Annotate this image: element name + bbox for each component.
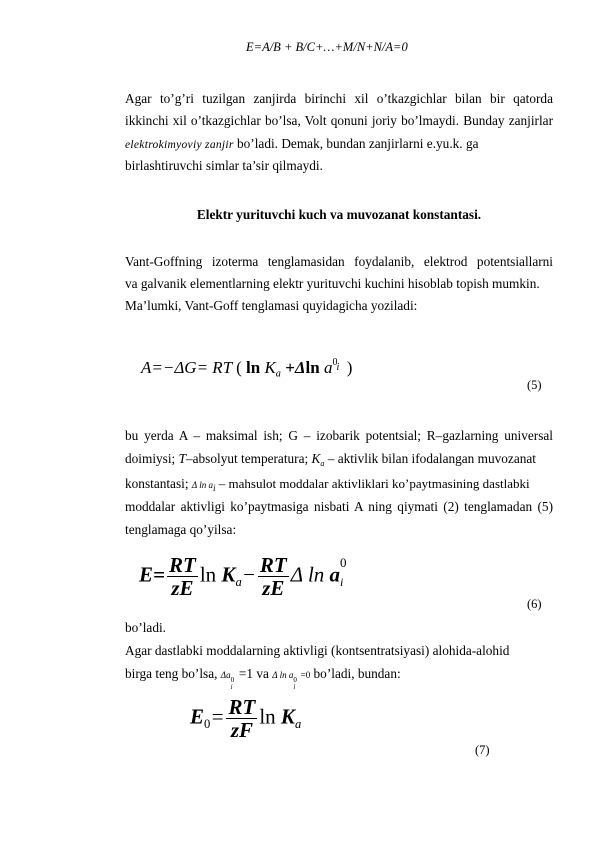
eq5-sup0: 0: [332, 357, 338, 368]
eq5-paren-open: (: [236, 358, 242, 377]
para4-l3-math1: Δa: [220, 670, 231, 680]
eq6-den2: zE: [262, 576, 285, 601]
para3-l3-math: Δ ln a: [191, 480, 213, 490]
para2-line1: Vant-Goffning izoterma tenglamasidan foydalanib, elektrod potentsiallarni: [125, 254, 553, 269]
eq5-number: (5): [527, 378, 542, 392]
para3-l2-K-sub: a: [320, 458, 325, 468]
eq5-ln2: ln: [305, 358, 320, 377]
eq7-K: K: [280, 704, 295, 729]
eq5-plus-delta: +Δ: [285, 358, 306, 377]
eq7-E: E: [190, 704, 205, 729]
para1-line4: birlashtiruvchi simlar ta’sir qilmaydi.: [125, 158, 323, 173]
para4-l3-math2-rest: =0: [298, 670, 311, 680]
eq7-den: zF: [230, 718, 253, 743]
para4-l3-a: birga teng bo’lsa,: [125, 666, 221, 681]
para2-line2: va galvanik elementlarning elektr yurituvchi kuchini hisoblab topish mumkin.: [125, 276, 540, 291]
para4-l3-math1-sub: i: [230, 683, 233, 691]
section-heading: Elektr yurituvchi kuch va muvozanat konstantasi.: [196, 207, 482, 222]
para1-line3: [125, 133, 553, 156]
para3-l2-K: K: [311, 451, 321, 466]
para4-l3-math2: Δ ln a: [272, 670, 294, 680]
para4-l3-c: bo’ladi, bundan:: [310, 666, 401, 681]
para4-l3-math2-sup: 0: [293, 676, 297, 684]
eq6-num2: RT: [259, 553, 287, 577]
para3-l3-a: konstantasi;: [125, 476, 192, 491]
eq7-frac: [226, 696, 257, 741]
para3-l3-b: – mahsulot moddalar aktivliklari ko’paytmasining dastlabki: [215, 476, 530, 491]
para3-line1: [125, 425, 553, 447]
eq6-a: a: [329, 562, 341, 587]
eq5-a: a: [323, 358, 333, 377]
eq5-K: K: [264, 358, 276, 377]
para4-l3-math1-sup: 0: [230, 676, 235, 684]
para4-line3: [125, 663, 553, 691]
para1-line1: Agar to’g’ri tuzilgan zanjirda birinchi xil o’tkazgichlar bilan bir qatorda: [125, 91, 553, 106]
eq7-ln: ln: [259, 704, 276, 729]
eq7-K-sub: a: [294, 716, 302, 731]
top-formula: E=A/B + B/C+…+M/N+N/A=0: [246, 40, 408, 54]
para3-line4: moddalar aktivligi ko’paytmasiga nisbati A ning qiymati (2) tenglamadan (5): [125, 499, 553, 514]
eq6-sup0: 0: [340, 555, 347, 571]
eq7-number: (7): [475, 743, 490, 757]
para4-l3-math2-sub: i: [293, 683, 296, 691]
para1-line3-rest: bo’ladi. Demak, bundan zanjirlarni e.yu.k. ga: [233, 136, 479, 151]
eq6-minus: −: [241, 562, 256, 587]
eq6-frac2: [258, 554, 289, 599]
para3-l3-math-sub: i: [212, 483, 216, 494]
eq7-eq: =: [210, 704, 225, 729]
eq6-E: E: [139, 562, 154, 587]
para3-line5: tenglamaga qo’yilsa:: [125, 522, 237, 537]
para4-l3-b: =1 va: [235, 666, 273, 681]
para3-l2-a: doimiysi;: [125, 451, 179, 466]
eq6-i-sub: i: [340, 575, 344, 590]
para3-l2-T: T: [178, 451, 186, 466]
para3-l2-b: –absolyut temperatura;: [185, 451, 312, 466]
para3-line2: [125, 448, 553, 475]
eq6-K-sub: a: [235, 574, 242, 589]
eq6-delta-ln: Δ ln: [290, 562, 325, 587]
eq6-number: (6): [527, 597, 542, 611]
eq6-frac1: [167, 554, 198, 599]
eq7-num: RT: [228, 695, 256, 719]
equation-5: [141, 358, 352, 380]
para3-l2-c: – aktivlik bilan ifodalangan muvozanat: [324, 451, 536, 466]
para1-line2: ikkinchi xil o’tkazgichlar bo’lsa, Volt qonuni joriy bo’lmaydi. Bunday zanjirlar: [125, 113, 553, 128]
eq5-i-sub: i: [336, 362, 340, 373]
para3-line1-text: bu yerda A – maksimal ish; G – izobarik potentsial; R–gazlarning universal: [125, 428, 553, 443]
eq6-eq: =: [153, 562, 165, 587]
equation-7: [190, 696, 301, 741]
eq6-den1: zE: [171, 576, 194, 601]
eq5-lhs: A=−ΔG= RT: [141, 358, 232, 377]
para4-line1: bo’ladi.: [125, 620, 166, 635]
eq5-K-sub: a: [275, 368, 281, 380]
equation-6: [139, 554, 350, 599]
eq7-sub0: 0: [204, 716, 211, 731]
eq5-paren-close: ): [346, 358, 353, 377]
eq6-num1: RT: [168, 553, 196, 577]
eq6-K: K: [221, 562, 236, 587]
para4-line2: Agar dastlabki moddalarning aktivligi (kontsentratsiyasi) alohida-alohid: [125, 643, 510, 658]
para2-line3: Ma’lumki, Vant-Goff tenglamasi quyidagicha yoziladi:: [125, 298, 418, 313]
term-elektrokimyoviy-zanjir: elektrokimyoviy zanjir: [125, 139, 234, 151]
eq5-ln: ln: [246, 358, 261, 377]
eq6-ln: ln: [199, 562, 217, 587]
